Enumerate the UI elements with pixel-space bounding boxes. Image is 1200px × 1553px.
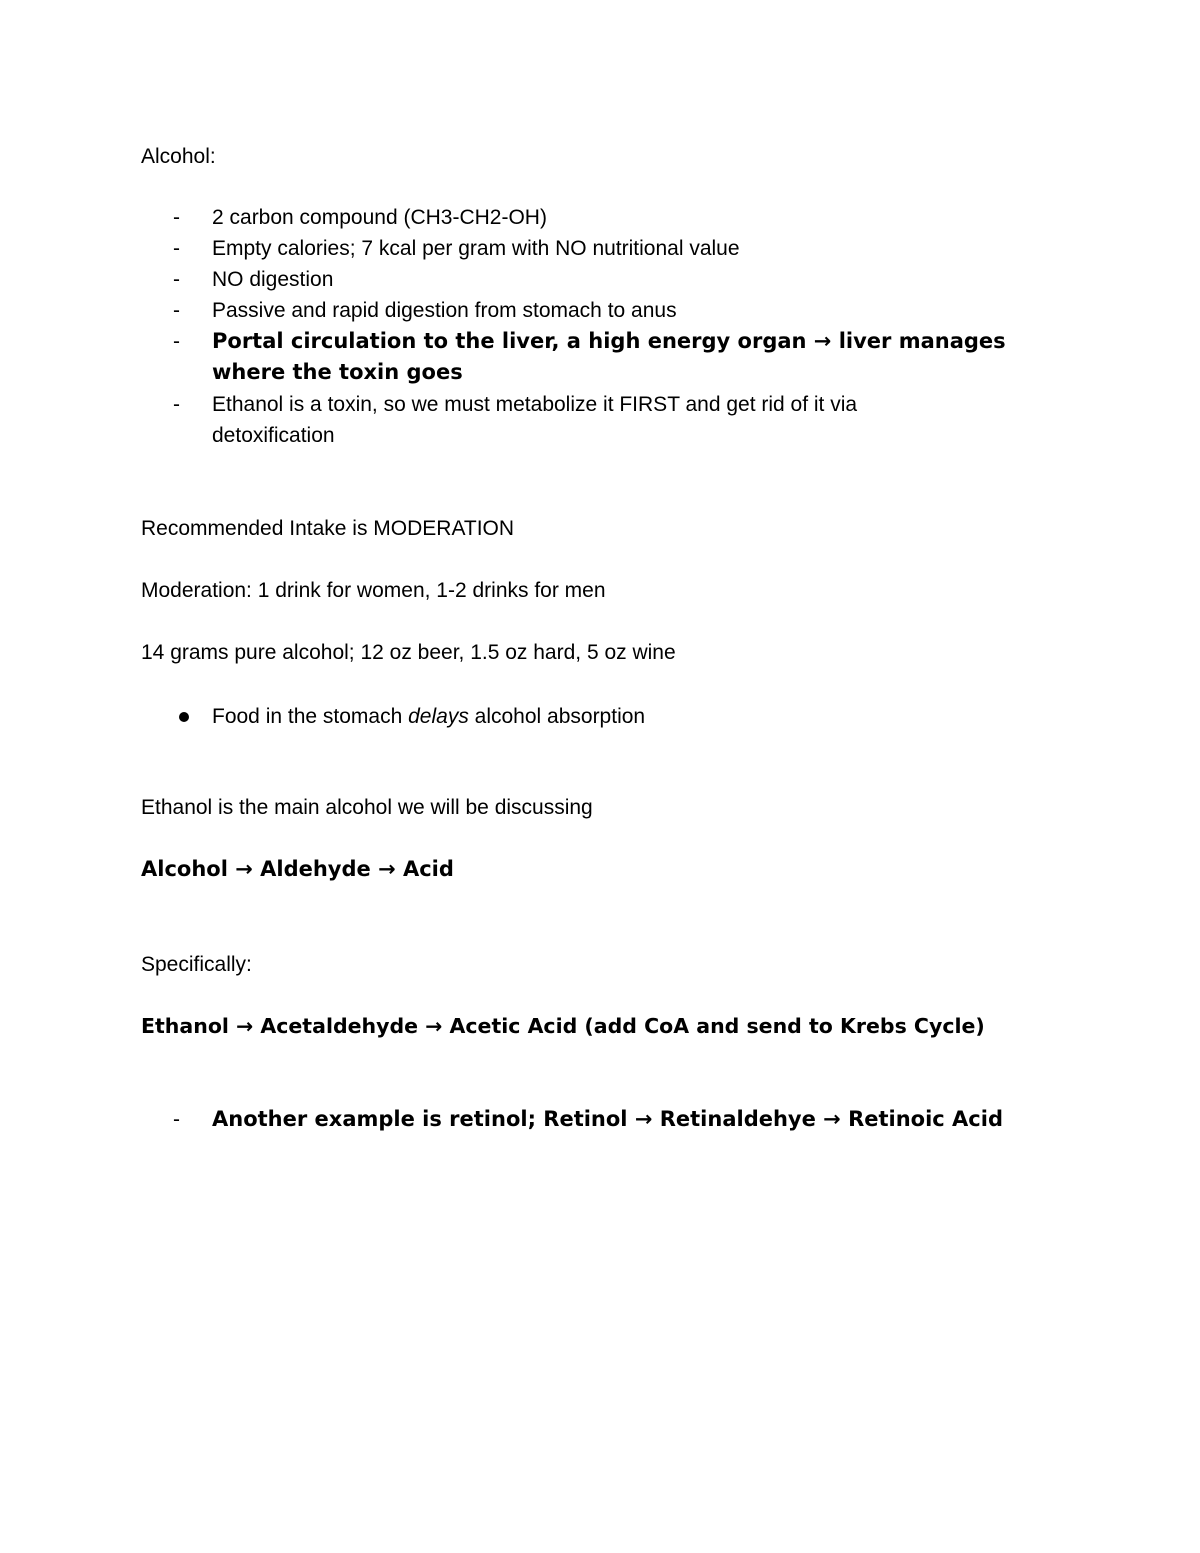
dash-marker: - <box>173 206 180 229</box>
bullet-dot-icon <box>179 712 189 722</box>
recommended-intake: Recommended Intake is MODERATION <box>141 517 515 540</box>
list-item-text: NO digestion <box>212 268 334 291</box>
list-item-text-bold: Portal circulation to the liver, a high energy organ → liver manages where the toxin goes <box>212 329 1006 384</box>
list-item <box>141 1104 1041 1135</box>
dash-marker: - <box>173 1108 180 1131</box>
bullet-text-before: Food in the stomach <box>212 705 409 728</box>
list-item-text: 2 carbon compound (CH3-CH2-OH) <box>212 206 547 229</box>
list-item <box>141 389 1041 451</box>
list-item <box>141 202 1041 233</box>
dash-marker: - <box>173 330 180 353</box>
bullet-item-text <box>212 701 1041 732</box>
dash-marker: - <box>173 237 180 260</box>
bullet-text-after: alcohol absorption <box>468 705 646 728</box>
list-item <box>141 264 1041 295</box>
dash-marker: - <box>173 268 180 291</box>
list-item-text: Ethanol is a toxin, so we must metabolize it FIRST and get rid of it via detoxification <box>212 393 858 447</box>
list-item <box>141 233 1041 264</box>
specific-pathway: Ethanol → Acetaldehyde → Acetic Acid (add CoA and send to Krebs Cycle) <box>141 1014 985 1038</box>
bullet-item <box>141 701 1041 732</box>
list-item-text-bold: Another example is retinol; Retinol → Retinaldehye → Retinoic Acid <box>212 1107 1003 1131</box>
dash-marker: - <box>173 299 180 322</box>
moderation-definition: Moderation: 1 drink for women, 1-2 drinks for men <box>141 579 606 602</box>
specifically-label: Specifically: <box>141 953 252 976</box>
bullet-text-italic: delays <box>408 705 469 728</box>
drink-equivalents: 14 grams pure alcohol; 12 oz beer, 1.5 oz hard, 5 oz wine <box>141 641 676 664</box>
ethanol-main-text: Ethanol is the main alcohol we will be discussing <box>141 796 593 819</box>
dash-marker: - <box>173 393 180 416</box>
general-pathway: Alcohol → Aldehyde → Acid <box>141 857 454 881</box>
list-item-text: Passive and rapid digestion from stomach to anus <box>212 299 677 322</box>
list-item <box>141 295 1041 326</box>
heading-alcohol: Alcohol: <box>141 145 216 168</box>
list-item <box>141 326 1041 388</box>
list-item-text: Empty calories; 7 kcal per gram with NO nutritional value <box>212 237 740 260</box>
